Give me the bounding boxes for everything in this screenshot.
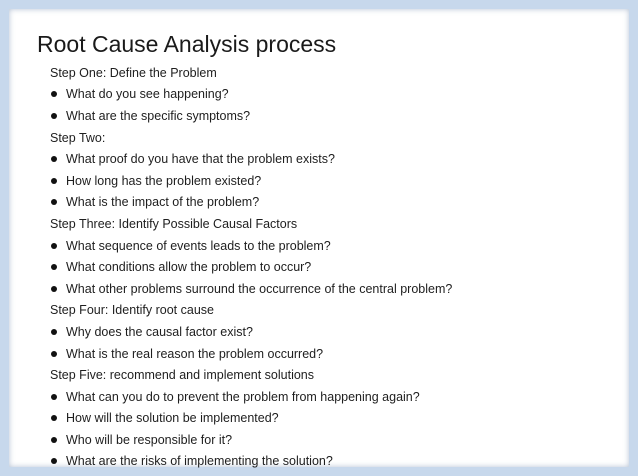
- bullet-text: What do you see happening?: [66, 87, 229, 102]
- step-five-heading: Step Five: recommend and implement solutions: [50, 368, 315, 383]
- bullet-dot-icon: [51, 264, 57, 270]
- bullet-text: What is the real reason the problem occurred?: [66, 346, 324, 361]
- step-three-heading: Step Three: Identify Possible Causal Factors: [50, 216, 298, 231]
- bullet-dot-icon: [51, 199, 57, 205]
- bullet-dot-icon: [51, 329, 57, 335]
- bullet-dot-icon: [51, 437, 57, 443]
- bullet-item: [49, 429, 619, 451]
- bullet-item: [49, 278, 619, 300]
- bullet-item: [49, 192, 619, 214]
- bullet-text: What can you do to prevent the problem from happening again?: [66, 389, 420, 404]
- bullet-dot-icon: [51, 458, 57, 464]
- bullet-text: What proof do you have that the problem exists?: [66, 152, 335, 167]
- bullet-item: [49, 170, 619, 192]
- bullet-text: What sequence of events leads to the problem?: [66, 238, 331, 253]
- bullet-text: How will the solution be implemented?: [66, 411, 279, 426]
- bullet-dot-icon: [51, 415, 57, 421]
- bullet-dot-icon: [51, 178, 57, 184]
- slide-content: [49, 62, 619, 472]
- step-two-heading: Step Two:: [50, 130, 106, 145]
- bullet-dot-icon: [51, 394, 57, 400]
- bullet-text: What other problems surround the occurrence of the central problem?: [66, 281, 453, 296]
- slide-title: Root Cause Analysis process: [37, 31, 337, 57]
- bullet-item: [49, 256, 619, 278]
- bullet-item: [49, 148, 619, 170]
- step-one-heading: Step One: Define the Problem: [50, 65, 217, 80]
- bullet-item: [49, 105, 619, 127]
- step-four-heading: Step Four: Identify root cause: [50, 303, 214, 318]
- bullet-dot-icon: [51, 91, 57, 97]
- bullet-item: [49, 84, 619, 106]
- bullet-dot-icon: [51, 113, 57, 119]
- bullet-dot-icon: [51, 156, 57, 162]
- bullet-item: [49, 343, 619, 365]
- bullet-text: Who will be responsible for it?: [66, 432, 233, 447]
- bullet-item: [49, 386, 619, 408]
- bullet-text: What is the impact of the problem?: [66, 195, 260, 210]
- bullet-dot-icon: [51, 286, 57, 292]
- bullet-text: What are the risks of implementing the solution?: [66, 454, 333, 469]
- bullet-item: [49, 321, 619, 343]
- bullet-text: What conditions allow the problem to occur?: [66, 260, 312, 275]
- bullet-text: What are the specific symptoms?: [66, 108, 251, 123]
- bullet-text: Why does the causal factor exist?: [66, 324, 253, 339]
- bullet-dot-icon: [51, 243, 57, 249]
- bullet-text: How long has the problem existed?: [66, 173, 262, 188]
- bullet-dot-icon: [51, 351, 57, 357]
- bullet-item: [49, 408, 619, 430]
- bullet-item: [49, 451, 619, 473]
- bullet-item: [49, 235, 619, 257]
